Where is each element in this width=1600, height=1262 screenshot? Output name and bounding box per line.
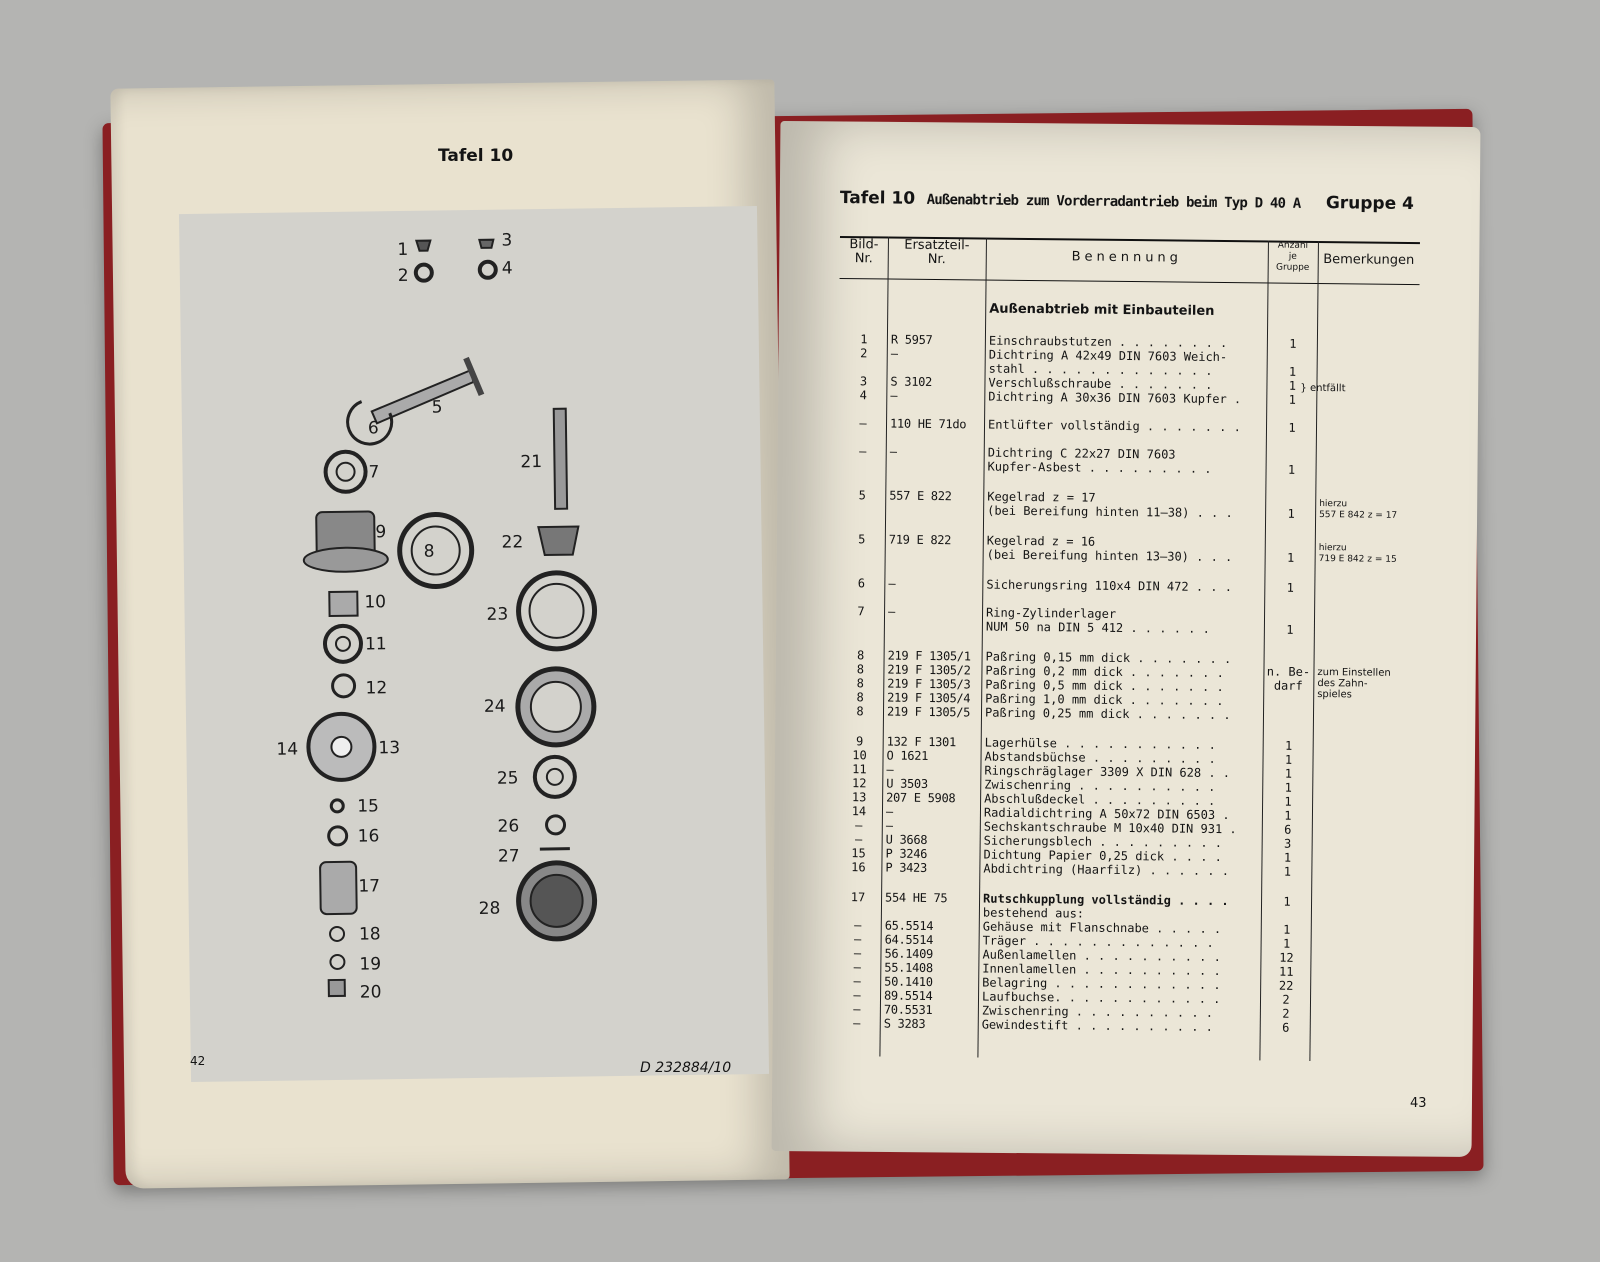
remark-einstellen: zum Einstellen des Zahn- spieles xyxy=(1317,667,1391,701)
cell-benennung: (bei Bereifung hinten 11—38) . . . xyxy=(987,503,1233,521)
cell-anzahl xyxy=(1267,536,1315,537)
cell-ersatzteil-nr xyxy=(890,459,980,460)
header-bild: Bild- Nr. xyxy=(849,237,879,267)
cell-bild xyxy=(838,458,888,459)
callout-28: 28 xyxy=(478,898,501,919)
cell-benennung: Zwischenring . . . . . . . . . . xyxy=(981,1003,1214,1020)
cell-bild: — xyxy=(854,918,862,933)
cell-ersatzteil-nr: — xyxy=(885,804,893,819)
cell-anzahl: 1 xyxy=(1284,766,1293,781)
cell-benennung: Radialdichtring A 50x72 DIN 6503 . xyxy=(983,805,1230,823)
cell-anzahl xyxy=(1266,608,1314,609)
cell-bild: — xyxy=(855,818,863,833)
cell-ersatzteil-nr: — xyxy=(888,576,896,591)
cell-anzahl xyxy=(1267,492,1315,493)
callout-8: 8 xyxy=(423,541,435,562)
cell-benennung: Kegelrad z = 16 xyxy=(986,533,1096,549)
cell-anzahl: 1 xyxy=(1289,336,1297,351)
callout-9: 9 xyxy=(375,522,387,543)
cell-ersatzteil-nr: 110 HE 71do xyxy=(889,416,967,432)
cell-ersatzteil-nr: S 3283 xyxy=(883,1016,926,1031)
callout-16: 16 xyxy=(357,826,380,847)
header-ersatzteil: Ersatzteil- Nr. xyxy=(904,237,970,268)
callout-18: 18 xyxy=(358,924,381,945)
header-bemerkungen: Bemerkungen xyxy=(1323,252,1415,269)
cell-bild: 10 xyxy=(852,748,867,763)
remark-hierzu-1: hierzu 557 E 842 z = 17 xyxy=(1319,499,1398,521)
cell-benennung: Paßring 0,25 mm dick . . . . . . . xyxy=(984,705,1231,723)
cell-anzahl: 1 xyxy=(1288,378,1297,393)
cell-benennung: Kegelrad z = 17 xyxy=(987,489,1096,505)
cell-bild: 13 xyxy=(851,790,867,805)
cell-bild: 5 xyxy=(858,532,866,547)
cell-ersatzteil-nr: U 3503 xyxy=(886,776,928,791)
cell-benennung: Gewindestift . . . . . . . . . . xyxy=(981,1017,1213,1034)
cell-bild: 8 xyxy=(856,704,864,719)
cell-bild: 8 xyxy=(856,690,864,705)
cell-bild: 6 xyxy=(857,576,866,591)
cell-anzahl: 1 xyxy=(1284,738,1293,753)
cell-ersatzteil-nr: 719 E 822 xyxy=(888,532,952,548)
cell-benennung: Dichtring C 22x27 DIN 7603 xyxy=(987,445,1176,462)
cell-bild: 15 xyxy=(851,846,866,861)
remark-entfaellt: } entfällt xyxy=(1300,382,1346,395)
cell-anzahl: 6 xyxy=(1284,822,1292,837)
cell-bild: — xyxy=(859,416,867,431)
cell-ersatzteil-nr xyxy=(891,361,981,362)
cell-ersatzteil-nr xyxy=(888,619,978,620)
callout-27: 27 xyxy=(497,846,520,867)
cell-anzahl: 6 xyxy=(1282,1020,1290,1035)
callout-10: 10 xyxy=(364,592,387,613)
callout-19: 19 xyxy=(359,954,382,975)
cell-ersatzteil-nr: — xyxy=(885,818,893,833)
cell-bild: — xyxy=(859,444,867,459)
cell-ersatzteil-nr: — xyxy=(890,346,898,361)
cell-anzahl xyxy=(1265,708,1313,709)
cell-anzahl: 12 xyxy=(1279,950,1294,965)
cell-bild: 5 xyxy=(858,488,866,503)
cell-anzahl: 1 xyxy=(1284,794,1292,809)
cell-bild xyxy=(837,502,887,503)
callout-6: 6 xyxy=(367,418,379,439)
cell-ersatzteil-nr: 557 E 822 xyxy=(889,488,952,504)
cell-benennung: Ringschräglager 3309 X DIN 628 . . xyxy=(984,763,1231,781)
cell-benennung: Paßring 0,5 mm dick . . . . . . . xyxy=(985,677,1224,695)
cell-anzahl: 22 xyxy=(1278,978,1294,993)
cell-ersatzteil-nr: P 3423 xyxy=(885,860,928,875)
callout-3: 3 xyxy=(501,230,513,251)
cell-benennung: Verschlußschraube . . . . . . . xyxy=(988,375,1213,392)
cell-anzahl: 2 xyxy=(1282,992,1290,1007)
section-heading: Außenabtrieb mit Einbauteilen xyxy=(989,301,1215,319)
cell-anzahl: 1 xyxy=(1288,420,1296,435)
callout-12: 12 xyxy=(365,678,388,699)
cell-anzahl xyxy=(1269,350,1317,351)
callout-2: 2 xyxy=(397,265,409,287)
cell-ersatzteil-nr: 64.5514 xyxy=(884,932,934,948)
callout-17: 17 xyxy=(358,876,381,897)
cell-ersatzteil-nr: 219 F 1305/2 xyxy=(887,662,971,678)
table-row xyxy=(838,416,1418,437)
callout-22: 22 xyxy=(501,532,524,553)
gruppe-label: Gruppe 4 xyxy=(1325,193,1415,215)
cell-ersatzteil-nr: R 5957 xyxy=(890,332,933,347)
table-row xyxy=(836,576,1416,597)
cell-benennung: Belagring . . . . . . . . . . . . xyxy=(982,975,1221,993)
cell-benennung: Dichtring A 30x36 DIN 7603 Kupfer . xyxy=(988,389,1242,407)
cell-benennung: bestehend aus: xyxy=(982,905,1085,921)
cell-anzahl xyxy=(1265,694,1313,695)
remark-n-bedarf: n. Be- darf xyxy=(1266,664,1311,693)
cell-anzahl: 1 xyxy=(1284,752,1293,767)
cell-bild: 17 xyxy=(850,890,866,905)
cell-benennung: Innenlamellen . . . . . . . . . . xyxy=(982,961,1221,979)
cell-ersatzteil-nr: — xyxy=(886,762,894,777)
cell-benennung: Lagerhülse . . . . . . . . . . . xyxy=(984,735,1216,752)
cell-ersatzteil-nr: 65.5514 xyxy=(884,918,934,934)
cell-benennung: stahl . . . . . . . . . . . . . xyxy=(988,361,1213,378)
cell-ersatzteil-nr: 89.5514 xyxy=(883,988,933,1004)
cell-bild: — xyxy=(853,974,861,989)
cell-bild: 8 xyxy=(856,648,865,663)
cell-anzahl: 1 xyxy=(1288,392,1296,407)
cell-bild: 16 xyxy=(851,860,866,875)
cell-ersatzteil-nr: 70.5531 xyxy=(883,1002,933,1018)
cell-anzahl: 1 xyxy=(1283,850,1292,865)
remark-entfaellt-text: entfällt xyxy=(1309,382,1346,395)
cell-ersatzteil-nr: 55.1408 xyxy=(884,960,933,976)
parts-table xyxy=(831,236,1420,1062)
cell-anzahl: 1 xyxy=(1286,550,1295,565)
cell-bild: 14 xyxy=(851,804,867,819)
cell-benennung: Entlüfter vollständig . . . . . . . xyxy=(987,417,1241,435)
cell-benennung: Einschraubstutzen . . . . . . . . xyxy=(988,333,1228,351)
cell-anzahl: 1 xyxy=(1286,580,1295,595)
cell-bild: — xyxy=(853,1016,861,1031)
callout-5: 5 xyxy=(431,397,443,418)
callout-23: 23 xyxy=(486,604,509,625)
cell-benennung: Kupfer-Asbest . . . . . . . . . xyxy=(987,459,1212,476)
cell-bild xyxy=(839,360,889,361)
callout-4: 4 xyxy=(501,258,513,279)
cell-bild: 7 xyxy=(857,604,865,619)
cell-bild: — xyxy=(853,960,862,975)
cell-anzahl xyxy=(1263,908,1311,909)
cell-anzahl: 1 xyxy=(1287,506,1295,521)
cell-benennung: Sicherungsring 110x4 DIN 472 . . . xyxy=(986,577,1233,595)
cell-bild: — xyxy=(853,946,862,961)
cell-benennung: Paßring 0,15 mm dick . . . . . . . xyxy=(985,649,1232,667)
cell-bild: 8 xyxy=(856,676,865,691)
cell-bild: 1 xyxy=(860,332,868,347)
cell-bild: — xyxy=(853,1002,861,1017)
cell-benennung: Träger . . . . . . . . . . . . . xyxy=(982,933,1214,950)
callout-11: 11 xyxy=(364,634,387,655)
cell-ersatzteil-nr: 219 F 1305/1 xyxy=(887,648,971,664)
cell-anzahl: 1 xyxy=(1286,622,1294,637)
cell-anzahl: 2 xyxy=(1282,1006,1290,1021)
cell-benennung: Ring-Zylinderlager xyxy=(985,605,1117,621)
callout-15: 15 xyxy=(357,796,380,817)
callout-26: 26 xyxy=(497,816,520,837)
cell-benennung: NUM 50 na DIN 5 412 . . . . . . xyxy=(985,619,1210,636)
cell-anzahl: 1 xyxy=(1283,894,1291,909)
cell-bild: — xyxy=(854,832,863,847)
left-page-title: Tafel 10 xyxy=(438,146,514,166)
cell-ersatzteil-nr: S 3102 xyxy=(890,374,933,389)
cell-anzahl xyxy=(1266,652,1314,653)
cell-bild xyxy=(833,904,883,905)
cell-ersatzteil-nr: 56.1409 xyxy=(884,946,934,962)
cell-benennung: Zwischenring . . . . . . . . . . xyxy=(984,777,1216,794)
cell-benennung: Dichtung Papier 0,25 dick . . . . xyxy=(983,847,1223,865)
cell-anzahl: 1 xyxy=(1282,936,1291,951)
cell-ersatzteil-nr: U 3668 xyxy=(885,832,928,847)
cell-ersatzteil-nr xyxy=(885,905,975,906)
cell-bild: 2 xyxy=(860,346,868,361)
cell-anzahl: 1 xyxy=(1284,780,1292,795)
cell-bild: — xyxy=(853,932,862,947)
cell-ersatzteil-nr: 219 F 1305/5 xyxy=(886,704,971,720)
cell-benennung: Paßring 1,0 mm dick . . . . . . . xyxy=(985,691,1224,709)
table-subtitle: Außenabtrieb zum Vorderradantrieb beim Typ D 40 A xyxy=(926,191,1301,212)
cell-ersatzteil-nr: 207 E 5908 xyxy=(886,790,956,806)
left-page-number: 42 xyxy=(190,1054,206,1068)
cell-bild: 9 xyxy=(856,734,864,749)
cell-anzahl xyxy=(1268,448,1316,449)
callout-21: 21 xyxy=(520,452,543,473)
cell-anzahl: 1 xyxy=(1284,808,1292,823)
callout-24: 24 xyxy=(483,696,506,717)
cell-bild: — xyxy=(853,988,861,1003)
cell-ersatzteil-nr: 219 F 1305/3 xyxy=(887,676,971,692)
cell-benennung: Sicherungsblech . . . . . . . . . xyxy=(983,833,1223,851)
drawing-number: D 232884/10 xyxy=(640,1060,732,1076)
cell-bild xyxy=(836,618,886,619)
cell-bild xyxy=(837,546,887,547)
cell-ersatzteil-nr: 50.1410 xyxy=(884,974,933,990)
cell-ersatzteil-nr: P 3246 xyxy=(885,846,928,861)
cell-ersatzteil-nr xyxy=(889,547,979,548)
cell-benennung: Dichtring A 42x49 DIN 7603 Weich- xyxy=(988,347,1228,365)
cell-ersatzteil-nr xyxy=(889,503,979,504)
cell-bild: 11 xyxy=(852,762,867,777)
cell-benennung: Abstandsbüchse . . . . . . . . . xyxy=(984,749,1216,766)
header-anzahl: Anzahl je Gruppe xyxy=(1275,240,1310,273)
exploded-view-plate xyxy=(179,206,769,1082)
cell-ersatzteil-nr: — xyxy=(889,444,897,459)
right-page-number: 43 xyxy=(1410,1096,1427,1111)
cell-ersatzteil-nr: 132 F 1301 xyxy=(886,734,957,750)
cell-benennung: Laufbuchse. . . . . . . . . . . . xyxy=(981,989,1221,1007)
callout-1: 1 xyxy=(397,239,409,261)
callout-20: 20 xyxy=(359,982,382,1003)
callout-7: 7 xyxy=(368,462,380,483)
cell-anzahl: 1 xyxy=(1283,922,1291,937)
cell-anzahl: 11 xyxy=(1279,964,1294,979)
cell-benennung: (bei Bereifung hinten 13—30) . . . xyxy=(986,547,1233,565)
exploded-view-drawing xyxy=(179,206,769,1082)
cell-benennung: Sechskantschraube M 10x40 DIN 931 . xyxy=(983,819,1237,837)
callout-13: 13 xyxy=(378,738,401,759)
cell-ersatzteil-nr: — xyxy=(887,604,896,619)
cell-bild: 12 xyxy=(851,776,867,791)
cell-benennung: Gehäuse mit Flanschnabe . . . . . xyxy=(982,919,1222,937)
cell-benennung: Außenlamellen . . . . . . . . . . xyxy=(982,947,1221,965)
cell-anzahl: 3 xyxy=(1283,836,1292,851)
callout-14: 14 xyxy=(276,739,299,760)
cell-ersatzteil-nr: O 1621 xyxy=(886,748,929,763)
cell-ersatzteil-nr: 554 HE 75 xyxy=(885,890,948,906)
header-benennung: Benennung xyxy=(1071,249,1183,266)
cell-ersatzteil-nr: — xyxy=(890,388,898,403)
callout-25: 25 xyxy=(496,768,519,789)
remark-hierzu-2: hierzu 719 E 842 z = 15 xyxy=(1318,543,1397,565)
cell-bild: 3 xyxy=(859,374,868,389)
cell-bild: 4 xyxy=(859,388,868,403)
tafel-label: Tafel 10 xyxy=(839,188,916,209)
cell-benennung: Abdichtring (Haarfilz) . . . . . . xyxy=(983,861,1230,879)
cell-bild: 8 xyxy=(856,662,865,677)
cell-benennung: Abschlußdeckel . . . . . . . . . xyxy=(984,791,1216,808)
cell-anzahl: 1 xyxy=(1288,364,1297,379)
header-rule xyxy=(840,278,1420,285)
cell-benennung: Rutschkupplung vollständig . . . . xyxy=(982,891,1229,909)
cell-anzahl: 1 xyxy=(1287,462,1296,477)
cell-ersatzteil-nr: 219 F 1305/4 xyxy=(887,690,971,706)
cell-anzahl: 1 xyxy=(1283,864,1292,879)
cell-benennung: Paßring 0,2 mm dick . . . . . . . xyxy=(985,663,1224,681)
